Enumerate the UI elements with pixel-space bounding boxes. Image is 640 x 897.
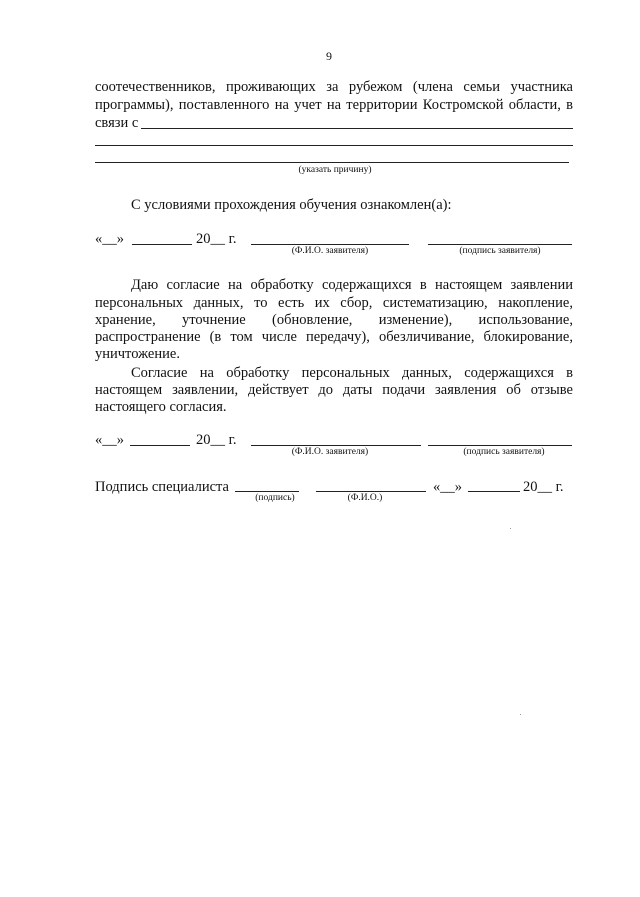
intro-line-1: соотечественников, проживающих за рубежом (члена семьи участника — [95, 79, 573, 95]
date-day-2: «__» — [95, 432, 124, 448]
reason-line-2[interactable] — [95, 145, 573, 146]
validity-line-3: настоящего согласия. — [95, 399, 227, 415]
date-month-line-1[interactable] — [132, 244, 192, 245]
validity-line-1: Согласие на обработку персональных данных, содержащихся в — [131, 365, 573, 381]
fio-line-2[interactable] — [251, 445, 421, 446]
intro-line-2: программы), поставленного на учет на территории Костромской области, в — [95, 97, 573, 113]
fio-caption-2: (Ф.И.О. заявителя) — [291, 447, 369, 457]
reason-caption: (указать причину) — [298, 165, 372, 175]
conditions-text: С условиями прохождения обучения ознакомлен(а): — [131, 197, 452, 213]
specialist-date-day: «__» — [433, 479, 462, 495]
consent-line-1: Даю согласие на обработку содержащихся в настоящем заявлении — [131, 277, 573, 293]
reason-line-1[interactable] — [141, 128, 573, 129]
reason-line-3[interactable] — [95, 162, 569, 163]
consent-line-4: распространение (в том числе передачу), обезличивание, блокирование, — [95, 329, 573, 345]
specialist-signature-caption: (подпись) — [255, 493, 295, 503]
signature-line-2[interactable] — [428, 445, 572, 446]
intro-line-3: связи с — [95, 115, 139, 131]
signature-caption-1: (подпись заявителя) — [459, 246, 541, 256]
validity-line-2: настоящем заявлении, действует до даты подачи заявления об отзыве — [95, 382, 573, 398]
scan-speck — [510, 528, 511, 529]
fio-caption-1: (Ф.И.О. заявителя) — [291, 246, 369, 256]
date-year-1: 20__ г. — [196, 231, 237, 247]
date-month-line-2[interactable] — [130, 445, 190, 446]
specialist-fio-caption: (Ф.И.О.) — [347, 493, 383, 503]
date-year-2: 20__ г. — [196, 432, 237, 448]
consent-line-2: персональных данных, то есть их сбор, систематизацию, накопление, — [95, 295, 573, 311]
page-number: 9 — [326, 49, 332, 63]
signature-caption-2: (подпись заявителя) — [463, 447, 545, 457]
specialist-fio-line[interactable] — [316, 491, 426, 492]
consent-line-3: хранение, уточнение (обновление, изменение), использование, — [95, 312, 573, 328]
specialist-month-line[interactable] — [468, 491, 520, 492]
consent-line-5: уничтожение. — [95, 346, 180, 362]
specialist-signature-line[interactable] — [235, 491, 299, 492]
date-day-1: «__» — [95, 231, 124, 247]
specialist-label: Подпись специалиста — [95, 479, 229, 495]
scan-speck — [520, 714, 521, 715]
signature-line-1[interactable] — [428, 244, 572, 245]
specialist-date-year: 20__ г. — [523, 479, 564, 495]
fio-line-1[interactable] — [251, 244, 409, 245]
